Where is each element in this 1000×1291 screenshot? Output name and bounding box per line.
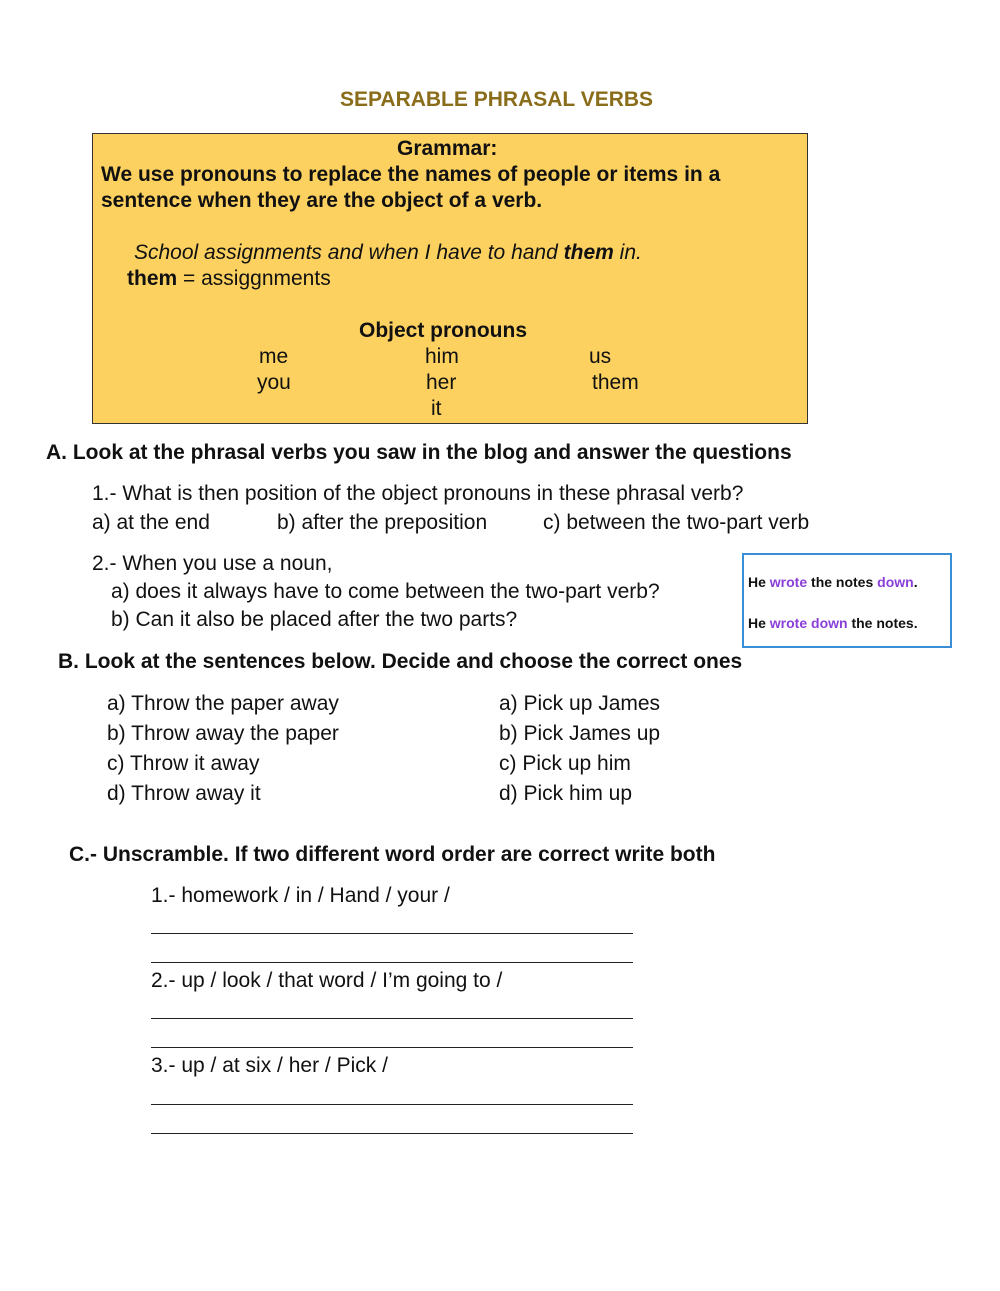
question-1: 1.- What is then position of the object pronouns in these phrasal verb? <box>92 482 744 505</box>
sentence-option: b) Pick James up <box>499 722 661 745</box>
pronoun: me <box>259 345 289 368</box>
grammar-heading: Grammar: <box>397 137 498 160</box>
unscramble-item-3: 3.- up / at six / her / Pick / <box>151 1054 388 1077</box>
question-2a: a) does it always have to come between the two-part verb? <box>111 580 660 603</box>
question-2: 2.- When you use a noun, <box>92 552 333 575</box>
answer-line[interactable] <box>151 962 633 963</box>
sentence-option: a) Pick up James <box>499 692 661 715</box>
pronoun: him <box>425 345 459 368</box>
sentence-option: c) Throw it away <box>107 752 260 775</box>
example-box <box>742 553 952 648</box>
question-2b: b) Can it also be placed after the two parts? <box>111 608 518 631</box>
pronoun: us <box>589 345 612 368</box>
example-text: . <box>913 574 918 590</box>
example-line-1 <box>748 574 918 590</box>
grammar-rule-line1: We use pronouns to replace the names of people or items in a <box>101 163 721 186</box>
example-part2: in. <box>613 241 642 264</box>
page-title: SEPARABLE PHRASAL VERBS <box>339 88 654 111</box>
pronouns-heading: Object pronouns <box>359 319 527 342</box>
question-1-option-b: b) after the preposition <box>277 511 488 534</box>
example-verb: wrote <box>769 574 808 590</box>
example-bold: them <box>563 241 614 264</box>
pronoun: her <box>426 371 457 394</box>
pronoun: it <box>431 397 442 420</box>
section-a-heading: A. Look at the phrasal verbs you saw in the blog and answer the questions <box>46 441 792 464</box>
grammar-example <box>134 240 642 266</box>
question-1-option-c: c) between the two-part verb <box>543 511 810 534</box>
answer-line[interactable] <box>151 1047 633 1048</box>
pronoun: you <box>257 371 291 394</box>
grammar-rule-line2: sentence when they are the object of a verb. <box>101 189 543 212</box>
sentence-option: a) Throw the paper away <box>107 692 339 715</box>
note-rest: = assiggnments <box>177 267 331 290</box>
example-text: He <box>748 615 770 631</box>
grammar-box <box>92 133 808 424</box>
unscramble-item-1: 1.- homework / in / Hand / your / <box>151 884 450 907</box>
answer-line[interactable] <box>151 1018 633 1019</box>
sentence-option: b) Throw away the paper <box>107 722 339 745</box>
example-line-2 <box>748 615 918 631</box>
example-part1: School assignments and when I have to hand <box>134 241 564 264</box>
sentence-option: d) Pick him up <box>499 782 633 805</box>
sentence-option: c) Pick up him <box>499 752 631 775</box>
note-bold: them <box>127 267 178 290</box>
pronoun: them <box>592 371 639 394</box>
grammar-note <box>127 266 331 292</box>
question-1-option-a: a) at the end <box>92 511 210 534</box>
example-text: He <box>748 574 770 590</box>
sentence-option: d) Throw away it <box>107 782 261 805</box>
section-b-heading: B. Look at the sentences below. Decide and choose the correct ones <box>58 650 743 673</box>
example-verb: wrote down <box>769 615 848 631</box>
answer-line[interactable] <box>151 933 633 934</box>
section-c-heading: C.- Unscramble. If two different word order are correct write both <box>69 843 716 866</box>
example-text: the notes. <box>847 615 918 631</box>
answer-line[interactable] <box>151 1133 633 1134</box>
unscramble-item-2: 2.- up / look / that word / I’m going to / <box>151 969 503 992</box>
example-particle: down <box>877 574 914 590</box>
example-text: the notes <box>807 574 878 590</box>
answer-line[interactable] <box>151 1104 633 1105</box>
